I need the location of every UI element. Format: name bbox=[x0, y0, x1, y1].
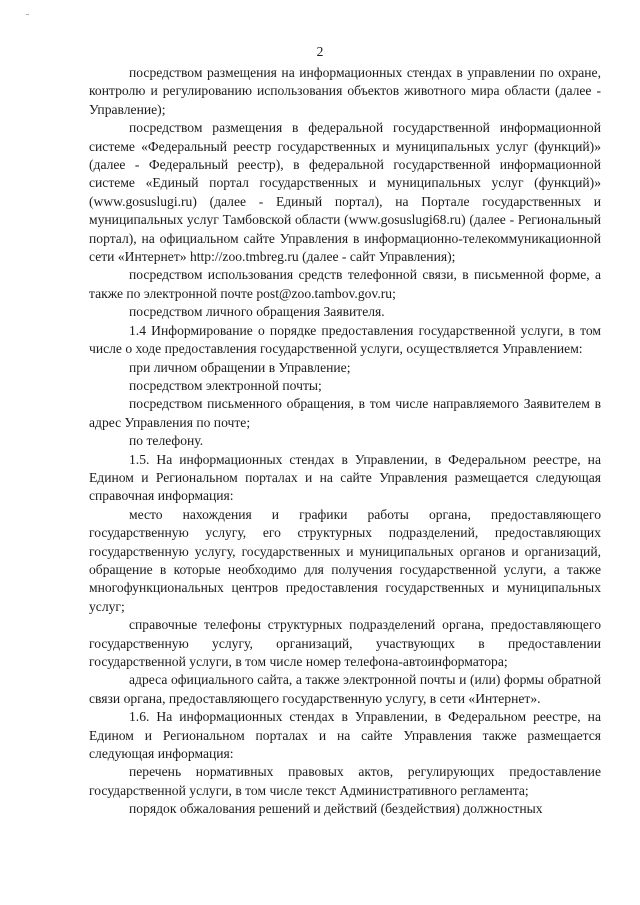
scan-mark bbox=[26, 14, 29, 15]
paragraph-8: посредством письменного обращения, в том числе направляемого Заявителем в адрес Управления по почте; bbox=[89, 396, 601, 430]
paragraph-5: 1.4 Информирование о порядке предоставления государственной услуги, в том числе о ходе предоставления государственной услуги, осуществляется Управлением: bbox=[89, 322, 601, 357]
paragraph-13: адреса официального сайта, а также электронной почты и (или) формы обратной связи органа, предоставляющего государственную услугу, в сети «Интернет». bbox=[89, 672, 601, 706]
page-number: 2 bbox=[316, 44, 324, 59]
paragraph-6: при личном обращении в Управление; bbox=[129, 359, 351, 375]
paragraph-14: 1.6. На информационных стендах в Управлении, в Федеральном реестре, на Едином и Региональном порталах и на сайте Управления также размещается следующая информация: bbox=[89, 709, 601, 762]
paragraph-12: справочные телефоны структурных подразделений органа, предоставляющего государственную услугу, организаций, участвующих в предоставлении государственной услуги, в том числе номер телефона-автоинформатора; bbox=[89, 617, 601, 669]
paragraph-15: перечень нормативных правовых актов, регулирующих предоставление государственной услуги, в том числе текст Административного регламента; bbox=[89, 764, 601, 798]
document-body bbox=[89, 64, 601, 819]
paragraph-11: место нахождения и графики работы органа, предоставляющего государственную услугу, его структурных подразделений, предоставляющих государственную услугу, государственных и муниципальных органов и организаций, обращение в которые необходимо для получения государственной услуги, а также многофункциональных центров предоставления государственных и муниципальных услуг; bbox=[89, 506, 601, 614]
paragraph-3: посредством использования средств телефонной связи, в письменной форме, а также по электронной почте post@zoo.tambov.gov.ru; bbox=[89, 267, 601, 301]
paragraph-1: посредством размещения на информационных стендах в управлении по охране, контролю и регулированию использования объектов животного мира области (далее - Управление); bbox=[89, 65, 601, 117]
paragraph-16: порядок обжалования решений и действий (бездействия) должностных bbox=[129, 801, 543, 817]
paragraph-7: посредством электронной почты; bbox=[129, 377, 322, 393]
paragraph-2: посредством размещения в федеральной государственной информационной системе «Федеральный реестр государственных и муниципальных услуг (функций)» (далее - Федеральный реестр), в федеральной государственной информационной системе «Единый портал государственных и муниципальных услуг (функций)» (www.gosuslugi.ru) (далее - Единый портал), на Портале государственных и муниципальных услуг Тамбовской области (www.gosuslugi68.ru) (далее - Региональный портал), на официальном сайте Управления в информационно-телекоммуникационной сети «Интернет» http://zoo.tmbreg.ru (далее - сайт Управления); bbox=[89, 120, 601, 265]
paragraph-4: посредством личного обращения Заявителя. bbox=[129, 304, 385, 320]
paragraph-10: 1.5. На информационных стендах в Управлении, в Федеральном реестре, на Едином и Региональном порталах и на сайте Управления размещается следующая справочная информация: bbox=[89, 451, 601, 504]
paragraph-9: по телефону. bbox=[129, 433, 204, 449]
